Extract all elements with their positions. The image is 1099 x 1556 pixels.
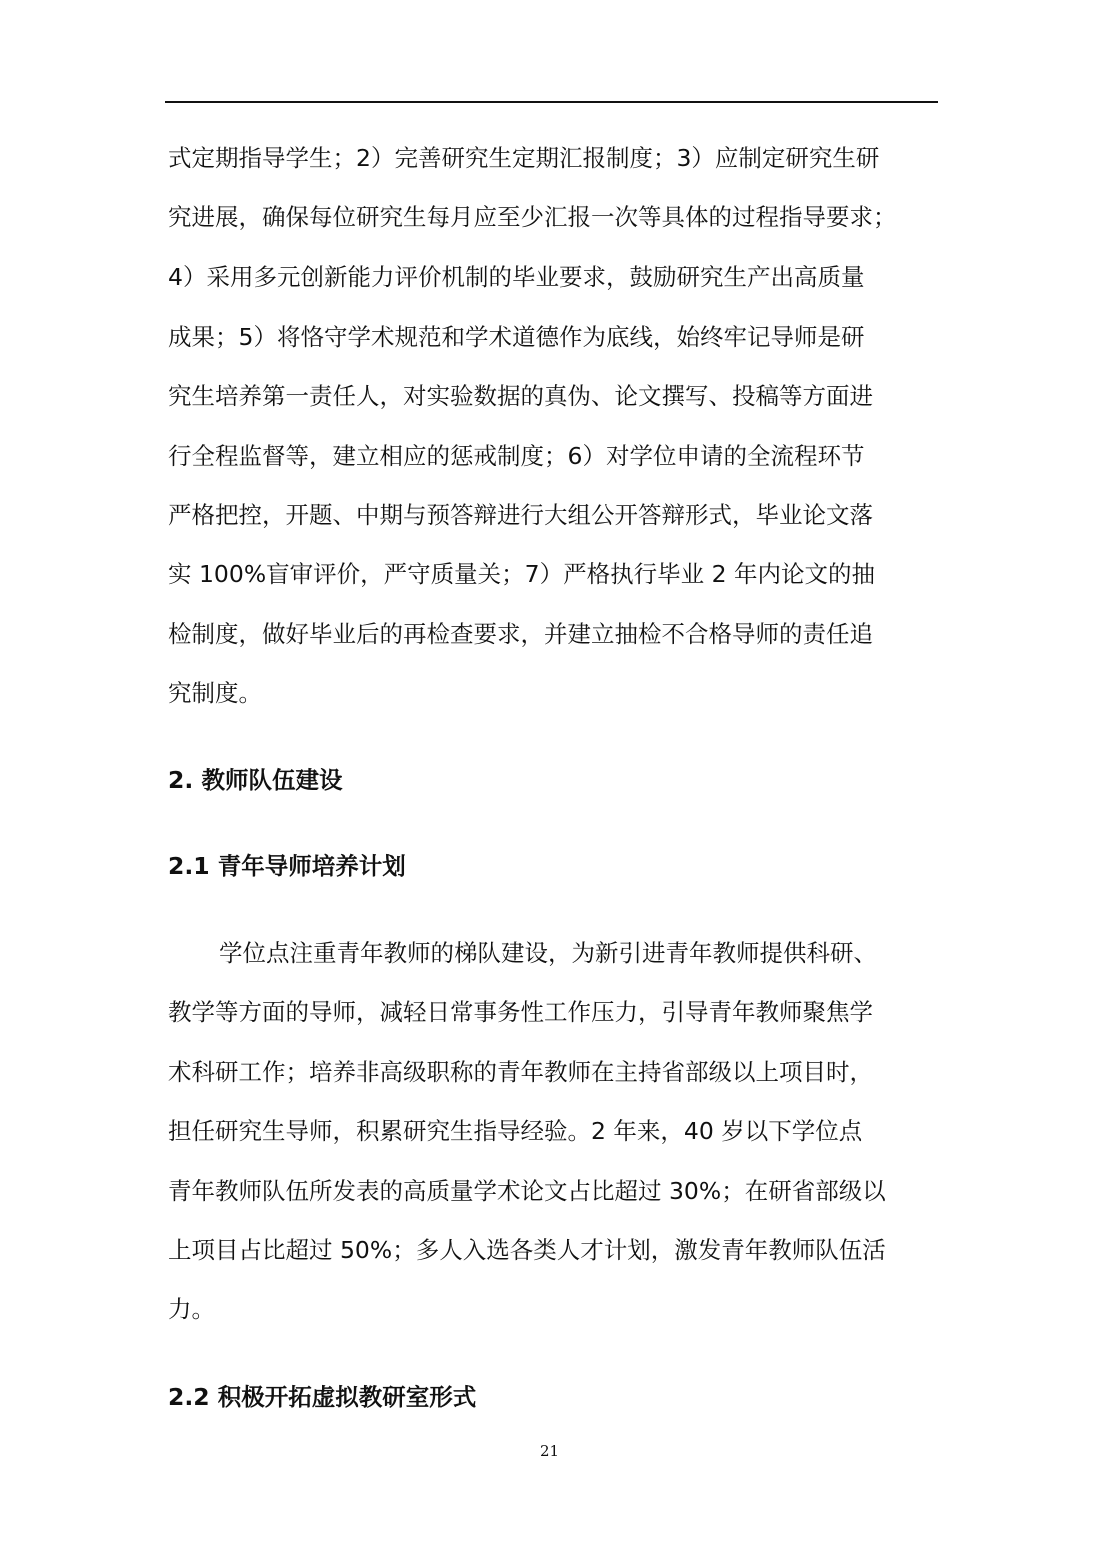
text-line: 学位点注重青年教师的梯队建设，为新引进青年教师提供科研、 — [219, 939, 877, 967]
text-line: 教学等方面的导师，减轻日常事务性工作压力，引导青年教师聚焦学 — [168, 998, 873, 1026]
header-rule — [165, 101, 938, 103]
section-heading-virtual-teaching-office: 2.2 积极开拓虚拟教研室形式 — [168, 1383, 477, 1411]
section-heading-young-mentor-plan: 2.1 青年导师培养计划 — [168, 852, 406, 880]
text-line: 术科研工作；培养非高级职称的青年教师在主持省部级以上项目时， — [168, 1058, 873, 1086]
text-line: 究生培养第一责任人，对实验数据的真伪、论文撰写、投稿等方面进 — [168, 382, 873, 410]
text-line: 究制度。 — [168, 679, 262, 707]
text-line: 究进展，确保每位研究生每月应至少汇报一次等具体的过程指导要求； — [168, 203, 897, 231]
text-line: 担任研究生导师，积累研究生指导经验。2 年来，40 岁以下学位点 — [168, 1117, 863, 1145]
text-line: 青年教师队伍所发表的高质量学术论文占比超过 30%；在研省部级以 — [168, 1177, 886, 1205]
section-heading-teacher-team: 2. 教师队伍建设 — [168, 766, 343, 794]
text-line: 行全程监督等，建立相应的惩戒制度；6）对学位申请的全流程环节 — [168, 442, 865, 470]
text-line: 式定期指导学生；2）完善研究生定期汇报制度；3）应制定研究生研 — [168, 144, 880, 172]
text-line: 4）采用多元创新能力评价机制的毕业要求，鼓励研究生产出高质量 — [168, 263, 865, 291]
text-line: 成果；5）将恪守学术规范和学术道德作为底线，始终牢记导师是研 — [168, 323, 865, 351]
text-line: 严格把控，开题、中期与预答辩进行大组公开答辩形式，毕业论文落 — [168, 501, 873, 529]
text-line: 检制度，做好毕业后的再检查要求，并建立抽检不合格导师的责任追 — [168, 620, 873, 648]
text-line: 实 100%盲审评价，严守质量关；7）严格执行毕业 2 年内论文的抽 — [168, 560, 875, 588]
text-line: 力。 — [168, 1295, 215, 1323]
text-line: 上项目占比超过 50%；多人入选各类人才计划，激发青年教师队伍活 — [168, 1236, 886, 1264]
page-number: 21 — [539, 1442, 560, 1460]
